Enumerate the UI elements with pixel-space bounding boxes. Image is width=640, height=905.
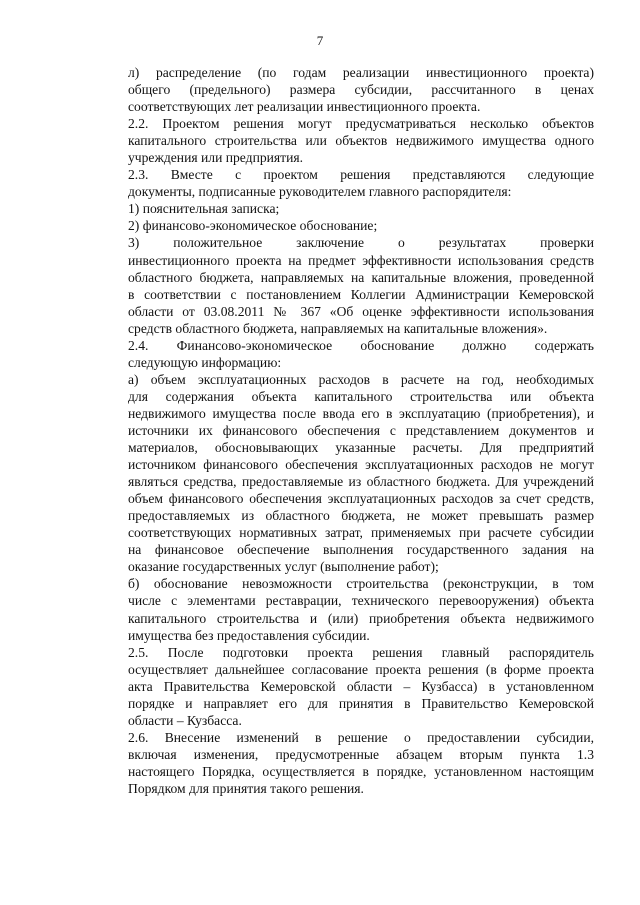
text-line: настоящего Порядка, осуществляется в порядке, установленном настоящим (128, 763, 594, 779)
text-line: осуществляет дальнейшее согласование проекта решения (в форме проекта (128, 661, 594, 677)
text-line: б) обоснование невозможности строительства (реконструкции, в том (128, 576, 594, 592)
text-line: Порядком для принятия такого решения. (128, 780, 364, 796)
text-line: 3) положительное заключение о результатах проверки (128, 235, 594, 251)
text-line: являться средства, предоставляемые из областного бюджета. Для учреждений (128, 474, 594, 490)
document-body (90, 64, 594, 797)
text-line: 2.3. Вместе с проектом решения представляются следующие (128, 167, 594, 183)
paragraph-p-l (90, 64, 594, 115)
text-line: акта Правительства Кемеровской области – Кузбасса) в установленном (128, 678, 594, 694)
page-number: 7 (316, 33, 324, 48)
text-line: источником финансового обеспечения эксплуатационных расходов не могут (128, 457, 594, 473)
paragraph-p-2-4 (90, 337, 594, 371)
paragraph-p-2-5 (90, 644, 594, 729)
text-line: капитального строительства и (или) приобретения объекта недвижимого (128, 610, 594, 626)
text-line: порядке и направляет его для принятия в Правительство Кемеровской (128, 695, 594, 711)
paragraph-p-2-6 (90, 729, 594, 797)
text-line: 2.2. Проектом решения могут предусматриваться несколько объектов (128, 116, 594, 132)
text-line: документы, подписанные руководителем главного распорядителя: (128, 184, 512, 200)
text-line: областного бюджета, направляемых на капитальные вложения, проведенной (128, 269, 594, 285)
text-line: 2) финансово-экономическое обоснование; (128, 218, 378, 234)
text-line: средств областного бюджета, направляемых на капитальные вложения». (128, 320, 548, 336)
text-line: в соответствии с постановлением Коллегии Администрации Кемеровской (128, 286, 594, 302)
text-line: учреждения или предприятия. (128, 150, 304, 166)
text-line: объем финансового обеспечения эксплуатационных расходов за счет средств, (128, 491, 594, 507)
text-line: материалов, обосновывающих указанные расчеты. Для предприятий (128, 440, 594, 456)
text-line: источники их финансового обеспечения с представлением документов и (128, 422, 594, 438)
text-line: для содержания объекта капитального строительства или объекта (128, 388, 594, 404)
text-line: а) объем эксплуатационных расходов в расчете на год, необходимых (128, 371, 594, 387)
text-line: 1) пояснительная записка; (128, 201, 280, 217)
text-line: предоставляемых из областного бюджета, не может превышать размер (128, 508, 594, 524)
text-line: инвестиционного проекта на предмет эффективности использования средств (128, 252, 594, 268)
paragraph-p-2-3-3 (90, 234, 594, 336)
text-line: 2.4. Финансово-экономическое обоснование должно содержать (128, 337, 594, 353)
paragraph-p-2-3-2 (90, 217, 594, 234)
text-line: имущества без предоставления субсидии. (128, 627, 370, 643)
paragraph-p-2-3 (90, 166, 594, 200)
text-line: области от 03.08.2011 № 367 «Об оценке эффективности использования (128, 303, 594, 319)
text-line: области – Кузбасса. (128, 712, 242, 728)
text-line: соответствующих лет реализации инвестиционного проекта. (128, 99, 481, 115)
text-line: соответствующих нормативных затрат, применяемых при расчете субсидии (128, 525, 594, 541)
text-line: недвижимого имущества после ввода его в эксплуатацию (приобретения), и (128, 405, 594, 421)
paragraph-p-2-2 (90, 115, 594, 166)
text-line: включая изменения, предусмотренные абзацем вторым пункта 1.3 (128, 746, 594, 762)
text-line: следующую информацию: (128, 354, 282, 370)
text-line: л) распределение (по годам реализации инвестиционного проекта) (128, 65, 594, 80)
paragraph-p-2-4-a (90, 371, 594, 576)
text-line: 2.6. Внесение изменений в решение о предоставлении субсидии, (128, 729, 594, 745)
text-line: 2.5. После подготовки проекта решения главный распорядитель (128, 644, 594, 660)
paragraph-p-2-4-b (90, 575, 594, 643)
paragraph-p-2-3-1 (90, 200, 594, 217)
text-line: числе с элементами реставрации, технического перевооружения) объекта (128, 593, 594, 609)
text-line: общего (предельного) размера субсидии, рассчитанного в ценах (128, 82, 594, 98)
text-line: капитального строительства или объектов недвижимого имущества одного (128, 133, 594, 149)
text-line: оказание государственных услуг (выполнение работ); (128, 559, 439, 575)
text-line: на финансовое обеспечение выполнения государственного задания на (128, 542, 594, 558)
